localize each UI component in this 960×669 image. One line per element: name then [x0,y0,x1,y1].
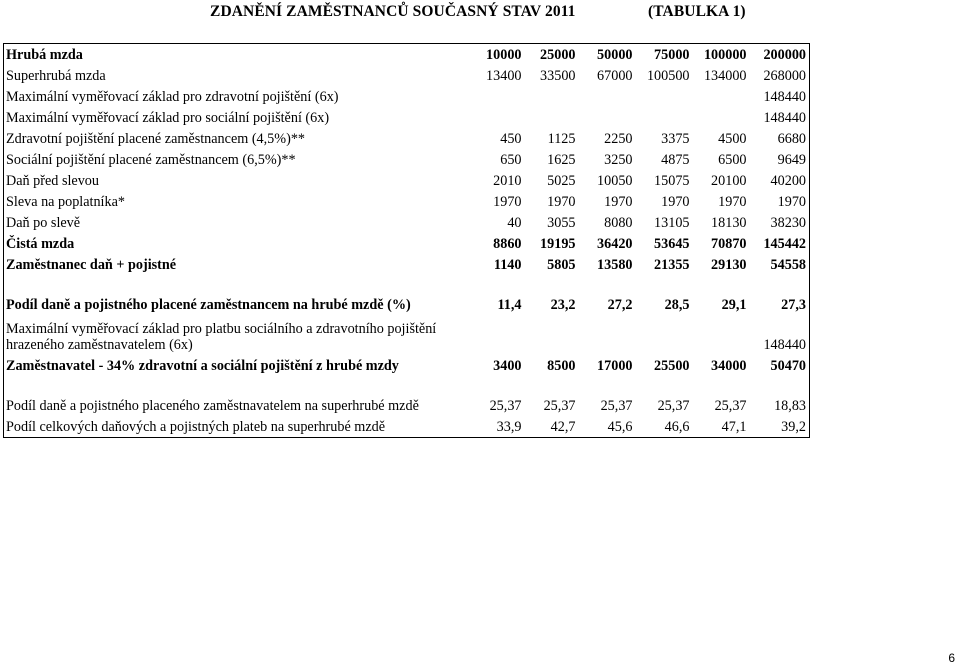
row-value: 11,4 [497,297,522,314]
row-value: 10050 [597,173,633,190]
row-value [469,107,525,128]
row-value: 45,6 [579,416,636,438]
row-value: 25,37 [489,398,522,415]
table-row [4,315,810,355]
row-value: 33500 [540,68,576,85]
table-row [4,416,810,438]
row-value [579,107,636,128]
row-label: Zaměstnanec daň + pojistné [6,257,177,274]
row-value [693,86,750,107]
row-label: Superhrubá mzda [6,68,106,85]
row-label: Sleva na poplatníka* [6,194,125,211]
row-value: 23,2 [550,297,576,314]
row-value: 18130 [711,215,747,232]
row-label: Podíl daně a pojistného placené zaměstnancem na hrubé mzdě (%) [6,297,411,314]
row-value: 75000 [636,44,693,66]
row-value: 268000 [763,68,806,85]
table-row [4,275,810,315]
table-row [4,107,810,128]
row-value: 5025 [547,173,576,190]
row-value: 8080 [604,215,633,232]
row-label: Podíl daně a pojistného placeného zaměstnavatelem na superhrubé mzdě [6,398,419,415]
row-value: 1970 [777,194,806,211]
row-value: 28,5 [664,297,690,314]
row-value: 27,3 [781,297,806,314]
row-value: 20100 [711,173,747,190]
row-value: 50470 [770,358,806,375]
table-row [4,65,810,86]
row-label: Maximální vyměřovací základ pro platbu sociálního a zdravotního pojištění hrazeného zaměstnavatelem (6x) [6,321,437,354]
row-value: 3250 [604,152,633,169]
row-value: 1970 [493,194,522,211]
row-value: 2250 [604,131,633,148]
row-value [636,107,693,128]
row-value: 21355 [654,257,690,274]
row-value [469,86,525,107]
table-row [4,191,810,212]
row-value: 2010 [493,173,522,190]
table-row [4,254,810,275]
row-label: Zaměstnavatel - 34% zdravotní a sociální pojištění z hrubé mzdy [6,358,399,375]
row-value: 15075 [654,173,690,190]
row-value [525,315,579,355]
row-value: 25500 [654,358,690,375]
table-row [4,44,810,66]
row-value: 18,83 [774,398,806,415]
document-title [210,3,746,21]
row-value: 19195 [540,236,576,253]
row-value: 1625 [547,152,576,169]
row-value: 17000 [597,358,633,375]
row-value: 10000 [469,44,525,66]
row-value: 33,9 [469,416,525,438]
table-row [4,233,810,254]
row-value [636,86,693,107]
row-value: 100000 [693,44,750,66]
row-value: 25000 [525,44,579,66]
row-value: 36420 [597,236,633,253]
row-value: 54558 [770,257,806,274]
row-value: 67000 [597,68,633,85]
title-main: ZDANĚNÍ ZAMĚSTNANCŮ SOUČASNÝ STAV 2011 [210,3,576,20]
row-value: 40 [507,215,522,232]
row-value: 3055 [547,215,576,232]
row-value: 34000 [711,358,747,375]
row-value: 200000 [750,44,810,66]
row-label: Maximální vyměřovací základ pro zdravotní pojištění (6x) [6,89,339,106]
row-value: 4875 [661,152,690,169]
row-label: Maximální vyměřovací základ pro sociální pojištění (6x) [6,110,330,127]
title-table-ref: (TABULKA 1) [648,3,746,20]
row-value: 148440 [763,337,806,354]
row-value: 29130 [711,257,747,274]
row-label: Daň po slevě [6,215,81,232]
row-value: 25,37 [714,398,747,415]
row-value: 40200 [770,173,806,190]
page-number: 6 [948,651,955,665]
table-row [4,212,810,233]
table-row [4,128,810,149]
row-value [579,86,636,107]
row-value [525,86,579,107]
row-value: 145442 [763,236,806,253]
row-value: 13105 [654,215,690,232]
row-value: 70870 [711,236,747,253]
row-label: Podíl celkových daňových a pojistných plateb na superhrubé mzdě [4,416,469,438]
row-value [525,107,579,128]
row-value: 100500 [646,68,690,85]
row-value: 47,1 [693,416,750,438]
row-value: 25,37 [543,398,576,415]
row-value: 39,2 [750,416,810,438]
row-value: 13400 [486,68,522,85]
row-label: Sociální pojištění placené zaměstnancem (6,5%)** [6,152,296,169]
row-value [693,315,750,355]
row-value: 1970 [604,194,633,211]
row-value: 1140 [493,257,522,274]
table-row [4,170,810,191]
row-value: 6680 [777,131,806,148]
table-row [4,86,810,107]
row-value: 29,1 [721,297,747,314]
row-value: 13580 [597,257,633,274]
row-value: 3375 [661,131,690,148]
table-row [4,376,810,416]
row-label: Zdravotní pojištění placené zaměstnancem (4,5%)** [6,131,306,148]
row-value [636,315,693,355]
row-value: 1970 [547,194,576,211]
row-value: 6500 [718,152,747,169]
row-value: 3400 [493,358,522,375]
row-label: Hrubá mzda [4,44,469,66]
row-value [579,315,636,355]
row-value [469,315,525,355]
tax-table [3,43,810,438]
row-value: 450 [500,131,522,148]
row-value: 25,37 [657,398,690,415]
row-value: 8500 [547,358,576,375]
row-value: 46,6 [636,416,693,438]
row-value: 4500 [718,131,747,148]
row-value: 1970 [661,194,690,211]
row-value: 5805 [547,257,576,274]
row-value: 148440 [763,89,806,106]
row-value: 25,37 [600,398,633,415]
row-value: 9649 [777,152,806,169]
row-value: 1125 [547,131,576,148]
row-value: 650 [500,152,522,169]
row-value: 1970 [718,194,747,211]
row-value: 42,7 [525,416,579,438]
row-value: 148440 [763,110,806,127]
row-value: 8860 [493,236,522,253]
row-value: 38230 [770,215,806,232]
row-label: Daň před slevou [6,173,99,190]
row-value: 27,2 [607,297,633,314]
row-value: 53645 [654,236,690,253]
table-row [4,149,810,170]
row-value: 50000 [579,44,636,66]
table-row [4,355,810,376]
row-value: 134000 [703,68,747,85]
row-label: Čistá mzda [6,236,75,253]
row-value [693,107,750,128]
